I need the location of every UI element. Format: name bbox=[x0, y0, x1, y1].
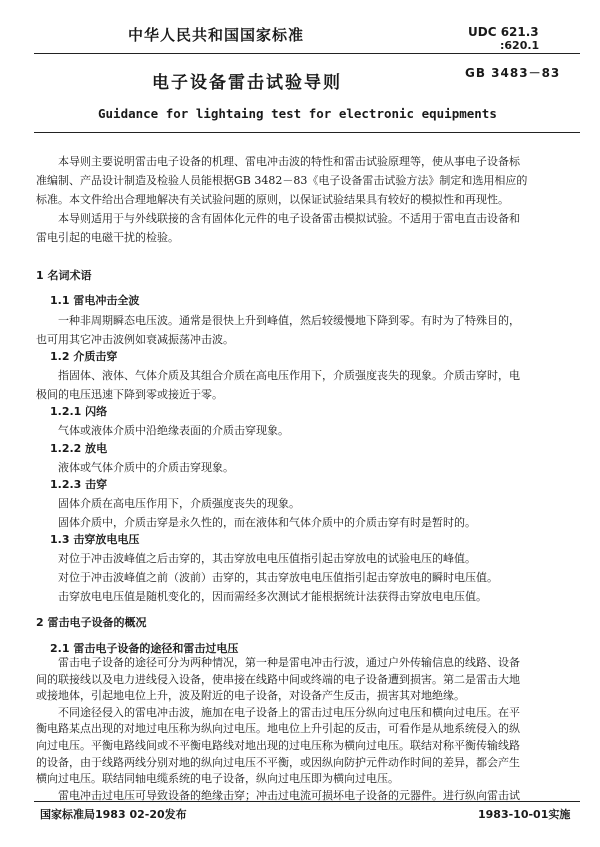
document-title: 电子设备雷击试验导则 bbox=[152, 73, 342, 93]
subsection-heading: 1.2.2 放电 bbox=[50, 442, 108, 455]
subsection-heading: 1.2.1 闪络 bbox=[50, 405, 108, 418]
udc-code-line2: :620.1 bbox=[500, 39, 540, 52]
section-heading: 1 名词术语 bbox=[36, 269, 92, 282]
gb-number: GB 3483－83 bbox=[465, 66, 561, 80]
text-line: 间的联接线以及电力进线侵入设备，使串接在线路中间或终端的电子设备遭到损害。第二是雷击大地 bbox=[36, 672, 520, 686]
text-line: 固体介质在高电压作用下，介质强度丧失的现象。 bbox=[58, 497, 300, 510]
subsection-heading: 1.1 雷电冲击全波 bbox=[50, 294, 140, 307]
text-line: 向过电压。平衡电路线间或不平衡电路线对地出现的过电压称为横向过电压。联结对称平衡传输线路 bbox=[36, 738, 520, 752]
subsection-heading: 1.2 介质击穿 bbox=[50, 350, 118, 363]
text-line: 液体或气体介质中的介质击穿现象。 bbox=[58, 461, 234, 474]
text-line: 也可用其它冲击波例如衰减振荡冲击波。 bbox=[36, 333, 234, 346]
text-line: 对位于冲击波峰值之前（波前）击穿的，其击穿放电电压值指引起击穿放电的瞬时电压值。 bbox=[58, 571, 498, 584]
paragraph bbox=[36, 458, 582, 477]
title-rule bbox=[34, 132, 580, 133]
text-line: 指固体、液体、气体介质及其组合介质在高电压作用下，介质强度丧失的现象。介质击穿时，电 bbox=[58, 369, 520, 382]
paragraph bbox=[36, 655, 582, 804]
footer-rule bbox=[34, 801, 580, 802]
paragraph bbox=[36, 549, 582, 606]
paragraph bbox=[36, 421, 582, 440]
text-line: 的设备，由于线路两线分别对地的纵向过电压不平衡，或因纵向防护元件动作时间的差异，都会产生 bbox=[36, 755, 520, 769]
intro-line: 标准。本文件给出合理地解决有关试验问题的原则，以保证试验结果具有较好的模拟性和再现性。 bbox=[36, 193, 509, 206]
text-line: 击穿放电电压值是随机变化的，因而需经多次测试才能根据统计法获得击穿放电电压值。 bbox=[58, 590, 487, 603]
intro-line: 本导则适用于与外线联接的含有固体化元件的电子设备雷击模拟试验。不适用于雷电直击设备和 bbox=[58, 212, 520, 225]
text-line: 气体或液体介质中沿绝缘表面的介质击穿现象。 bbox=[58, 424, 289, 437]
text-line: 衡电路某点出现的对地过电压称为纵向过电压。地电位上升引起的反击，可看作是从地系统侵入的纵 bbox=[36, 722, 520, 736]
text-line: 极间的电压迅速下降到零或接近于零。 bbox=[36, 388, 223, 401]
text-line: 横向过电压。联结同轴电缆系统的电子设备，纵向过电压即为横向过电压。 bbox=[36, 772, 399, 786]
standard-title: 中华人民共和国国家标准 bbox=[128, 26, 305, 44]
subsection-heading: 1.3 击穿放电电压 bbox=[50, 533, 140, 546]
paragraph bbox=[36, 366, 582, 404]
text-line: 雷击电子设备的途径可分为两种情况，第一种是雷电冲击行波，通过户外传输信息的线路、设备 bbox=[58, 656, 520, 669]
paragraph bbox=[36, 311, 582, 349]
english-title: Guidance for lightaing test for electronic equipments bbox=[98, 106, 497, 121]
text-line: 对位于冲击波峰值之后击穿的，其击穿放电电压值指引起击穿放电的试验电压的峰值。 bbox=[58, 552, 476, 565]
text-line: 或接地体，引起地电位上升，波及附近的电子设备，对设备产生反击，损害其对地绝缘。 bbox=[36, 689, 465, 703]
subsection-heading: 2.1 雷击电子设备的途径和雷击过电压 bbox=[50, 642, 239, 655]
effective-date: 1983-10-01实施 bbox=[478, 808, 571, 821]
intro-paragraph bbox=[36, 152, 582, 247]
section-heading: 2 雷击电子设备的概况 bbox=[36, 616, 147, 629]
top-rule bbox=[34, 53, 580, 54]
intro-line: 准编制、产品设计制造及检验人员能根据GB 3482－83《电子设备雷击试验方法》制定和选用相应的 bbox=[36, 174, 528, 187]
subsection-heading: 1.2.3 击穿 bbox=[50, 478, 108, 491]
issue-date: 国家标准局1983 02-20发布 bbox=[40, 808, 187, 821]
udc-code-line1: UDC 621.3 bbox=[468, 25, 539, 39]
text-line: 雷电冲击过电压可导致设备的绝缘击穿；冲击过电流可损坏电子设备的元器件。进行纵向雷击试 bbox=[58, 788, 520, 802]
intro-line: 雷电引起的电磁干扰的检验。 bbox=[36, 231, 179, 244]
text-line: 固体介质中，介质击穿是永久性的，而在液体和气体介质中的介质击穿有时是暂时的。 bbox=[58, 516, 476, 529]
intro-line: 本导则主要说明雷击电子设备的机理、雷电冲击波的特性和雷击试验原理等，使从事电子设备标 bbox=[58, 155, 520, 168]
text-line: 不同途径侵入的雷电冲击波，施加在电子设备上的雷击过电压分纵向过电压和横向过电压。在平 bbox=[58, 705, 520, 719]
paragraph bbox=[36, 494, 582, 532]
text-line: 一种非周期瞬态电压波。通常是很快上升到峰值，然后较缓慢地下降到零。有时为了特殊目的， bbox=[58, 314, 520, 327]
